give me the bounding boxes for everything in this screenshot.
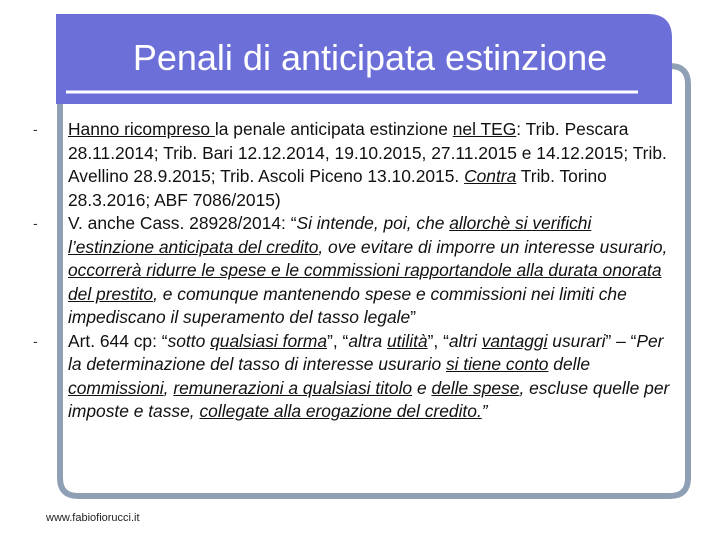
bullet-text-run: altra	[348, 330, 387, 351]
bullet-text-run: sotto	[167, 330, 211, 351]
bullet-text-run: usurari	[547, 330, 606, 351]
bullet-text-run: la penale anticipata estinzione	[214, 119, 453, 139]
bullet-text-run: , escluse quelle per imposte e tasse,	[68, 377, 670, 421]
bullet-text-run: , e comunque mantenendo spese e commissioni nei limiti che impediscano il superamento del tasso legale	[68, 283, 627, 327]
bullet-text-run: ” – “	[605, 330, 637, 351]
bullet-text-run: utilità	[387, 330, 428, 351]
slide-title: Penali di anticipata estinzione	[132, 37, 608, 78]
bullet-list	[33, 118, 680, 424]
bullet-item	[33, 330, 680, 424]
footer-url: www.fabiofiorucci.it	[46, 512, 140, 524]
bullet-item	[33, 212, 680, 330]
bullet-text-run: remunerazioni a qualsiasi titolo	[173, 377, 413, 398]
bullet-text-run: , ove evitare di imporre un interesse usurario,	[318, 236, 668, 257]
bullet-text-run: allorchè si verifichi l’estinzione anticipata del credito	[68, 213, 592, 257]
bullet-text-run: collegate alla erogazione del credito.	[199, 401, 482, 421]
bullet-text-run: ,	[163, 377, 174, 398]
bullet-text-run: ”, “	[327, 330, 349, 351]
bullet-dash: -	[33, 332, 38, 349]
bullet-text-run: Per la determinazione del tasso di interesse usurario	[68, 330, 664, 374]
bullet-text-run: delle	[548, 354, 591, 374]
bullet-text-run: Art. 644 cp: “	[68, 330, 168, 351]
bullet-text-run: ”, “	[427, 330, 449, 351]
bullet-text-run: Si intende, poi, che	[296, 213, 450, 233]
bullet-text-run: nel TEG	[452, 119, 517, 139]
bullet-text-run: : Trib. Pescara 28.11.2014; Trib. Bari 12.12.2014, 19.10.2015, 27.11.2015 e 14.12.2015; Trib. Avellino 28.9.2015; Trib. Ascoli Piceno 13.10.2015.	[68, 119, 667, 186]
bullet-text-run: Trib. Torino 28.3.2016; ABF 7086/2015)	[68, 166, 607, 210]
bullet-text-run: Contra	[464, 166, 517, 186]
bullet-dash: -	[33, 215, 38, 231]
bullet-item	[33, 118, 680, 212]
bullet-text-run: ”	[481, 401, 488, 421]
bullet-text-run: delle spese	[431, 377, 520, 398]
bullet-text-run: occorrerà ridurre le spese e le commissioni rapportandole alla durata onorata del prestito	[68, 260, 662, 304]
bullet-text-run: ”	[410, 307, 417, 327]
bullet-text-run: vantaggi	[481, 330, 548, 351]
bullet-text-run: e	[412, 377, 432, 398]
bullet-text-run: altri	[448, 330, 482, 351]
bullet-text-run: Hanno ricompreso	[68, 119, 215, 139]
bullet-dash: -	[33, 121, 38, 137]
bullet-text-run: V. anche Cass. 28928/2014: “	[68, 213, 297, 233]
bullet-text-run: qualsiasi forma	[210, 330, 328, 351]
bullet-text-run: si tiene conto	[445, 354, 549, 374]
bullet-text-run: commissioni	[68, 377, 164, 398]
